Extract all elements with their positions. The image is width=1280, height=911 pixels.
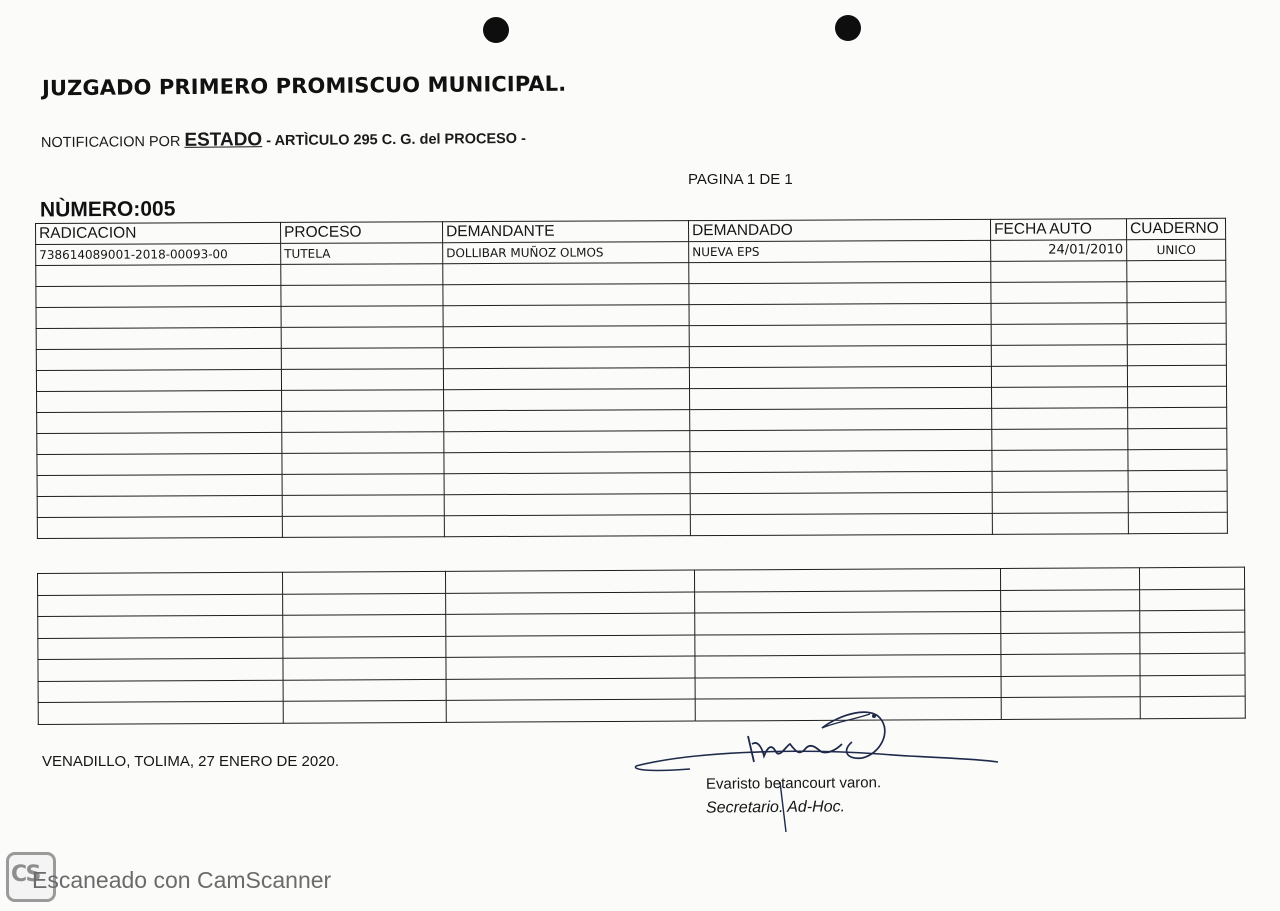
empty-cell	[991, 345, 1127, 367]
empty-cell	[1128, 407, 1227, 428]
empty-cell	[1001, 675, 1140, 697]
notification-type: ESTADO	[184, 129, 263, 151]
cell-proceso: TUTELA	[281, 243, 443, 265]
empty-cell	[1140, 696, 1245, 718]
notification-prefix: NOTIFICACION POR	[40, 133, 181, 152]
cell-demandante: DOLLIBAR MUÑOZ OLMOS	[443, 242, 689, 264]
empty-cell	[443, 347, 689, 369]
empty-cell	[694, 568, 1000, 591]
empty-cell	[443, 368, 689, 390]
empty-cell	[444, 494, 690, 516]
empty-cell	[37, 390, 282, 412]
empty-cell	[689, 303, 991, 325]
court-title: JUZGADO PRIMERO PROMISCUO MUNICIPAL.	[41, 71, 567, 101]
empty-cell	[444, 515, 690, 537]
empty-cell	[446, 656, 695, 679]
column-header-demandante: DEMANDANTE	[442, 221, 688, 243]
empty-table-row	[37, 512, 1227, 538]
empty-cell	[690, 450, 992, 472]
empty-cell	[689, 261, 991, 283]
empty-cell	[1140, 653, 1245, 675]
empty-cell	[36, 369, 281, 391]
empty-cell	[37, 432, 282, 454]
empty-cell	[992, 450, 1128, 472]
empty-cell	[1127, 323, 1226, 344]
estado-number: NÙMERO:005	[39, 197, 176, 222]
empty-cell	[1140, 632, 1245, 654]
empty-cell	[992, 513, 1128, 535]
empty-cell	[689, 282, 991, 304]
empty-cell	[37, 495, 282, 517]
cell-demandado: NUEVA EPS	[689, 240, 991, 262]
empty-cell	[282, 474, 444, 496]
empty-cell	[283, 614, 446, 636]
empty-cell	[1128, 491, 1227, 512]
empty-cell	[446, 635, 695, 658]
empty-cell	[37, 411, 282, 433]
empty-cell	[446, 592, 695, 615]
empty-cell	[689, 345, 991, 367]
empty-cell	[443, 284, 689, 306]
empty-cell	[1001, 697, 1140, 719]
empty-cell	[991, 282, 1127, 304]
empty-cell	[38, 680, 283, 703]
empty-cell	[992, 471, 1128, 493]
page-indicator: PAGINA 1 DE 1	[688, 171, 793, 188]
empty-cell	[1001, 654, 1140, 676]
empty-cell	[37, 474, 282, 496]
empty-cell	[282, 495, 444, 517]
handwritten-signature	[630, 692, 1010, 852]
empty-cell	[1127, 281, 1226, 302]
empty-cell	[282, 571, 445, 593]
empty-cell	[38, 701, 283, 724]
column-header-cuaderno: CUADERNO	[1126, 218, 1225, 239]
empty-cell	[38, 615, 283, 638]
empty-cell	[445, 570, 694, 593]
empty-cell	[36, 264, 281, 286]
empty-cell	[695, 611, 1001, 634]
empty-cell	[283, 679, 446, 701]
empty-cell	[695, 633, 1001, 656]
empty-cell	[37, 453, 282, 475]
empty-cell	[282, 432, 444, 454]
empty-cell	[444, 431, 690, 453]
empty-cell	[443, 326, 689, 348]
camscanner-logo-text: CS	[11, 862, 40, 887]
column-header-fecha-auto: FECHA AUTO	[990, 219, 1126, 241]
column-header-demandado: DEMANDADO	[688, 219, 990, 241]
empty-cell	[38, 572, 283, 595]
empty-cell	[444, 410, 690, 432]
empty-cell	[443, 305, 689, 327]
empty-cell	[281, 348, 443, 370]
empty-cell	[690, 408, 992, 430]
empty-cell	[992, 408, 1128, 430]
empty-cell	[36, 285, 281, 307]
empty-cell	[690, 513, 992, 535]
empty-cell	[689, 366, 991, 388]
empty-cell	[1127, 344, 1226, 365]
empty-cell	[36, 327, 281, 349]
empty-cell	[1140, 610, 1245, 632]
cell-fecha-auto: 24/01/2010	[991, 240, 1127, 262]
column-header-radicacion: RADICACION	[36, 222, 281, 244]
empty-cell	[1140, 675, 1245, 697]
empty-cell	[281, 369, 443, 391]
empty-cell	[283, 593, 446, 615]
empty-cell	[443, 263, 689, 285]
empty-cell	[1127, 260, 1226, 281]
empty-cell	[991, 366, 1127, 388]
empty-cell	[1139, 567, 1244, 589]
empty-cell	[282, 390, 444, 412]
punch-hole	[483, 17, 509, 43]
empty-cell	[37, 516, 282, 538]
empty-cell	[38, 594, 283, 617]
empty-cell	[690, 492, 992, 514]
empty-cell	[690, 387, 992, 409]
notification-article: - ARTÌCULO 295 C. G. del PROCESO -	[266, 130, 526, 150]
empty-cell	[991, 261, 1127, 283]
empty-cell	[1128, 449, 1227, 470]
empty-cell	[689, 324, 991, 346]
empty-cell	[282, 516, 444, 538]
empty-cell	[992, 387, 1128, 409]
notification-table	[35, 218, 1228, 539]
empty-cell	[1128, 428, 1227, 449]
empty-cell	[1127, 365, 1226, 386]
empty-cell	[446, 613, 695, 636]
empty-cell	[36, 306, 281, 328]
empty-cell	[444, 389, 690, 411]
cell-radicacion: 738614089001-2018-00093-00	[36, 243, 281, 265]
empty-cell	[282, 411, 444, 433]
cell-cuaderno: UNICO	[1127, 239, 1226, 260]
empty-cell	[444, 473, 690, 495]
place-and-date: VENADILLO, TOLIMA, 27 ENERO DE 2020.	[42, 753, 340, 770]
scanner-watermark: Escaneado con CamScanner	[32, 867, 332, 893]
punch-hole	[835, 15, 861, 41]
notification-line	[41, 127, 526, 153]
empty-cell	[695, 654, 1001, 677]
empty-cell	[992, 492, 1128, 514]
empty-cell	[1000, 568, 1139, 590]
empty-cell	[283, 636, 446, 658]
empty-cell	[991, 324, 1127, 346]
empty-cell	[991, 303, 1127, 325]
empty-cell	[282, 453, 444, 475]
empty-cell	[695, 590, 1001, 613]
empty-cell	[1128, 470, 1227, 491]
empty-cell	[38, 637, 283, 660]
empty-cell	[690, 429, 992, 451]
empty-cell	[992, 429, 1128, 451]
empty-cell	[1128, 512, 1227, 533]
empty-cell	[281, 327, 443, 349]
empty-cell	[281, 264, 443, 286]
empty-cell	[281, 306, 443, 328]
column-header-proceso: PROCESO	[281, 222, 443, 244]
empty-cell	[444, 452, 690, 474]
empty-cell	[283, 657, 446, 679]
empty-cell	[281, 285, 443, 307]
empty-cell	[283, 700, 446, 722]
empty-cell	[38, 658, 283, 681]
empty-cell	[1001, 611, 1140, 633]
signer-name: Evaristo betancourt varon.	[705, 774, 882, 793]
empty-cell	[690, 471, 992, 493]
empty-cell	[1127, 302, 1226, 323]
signer-role: Secretario. Ad-Hoc.	[705, 798, 846, 817]
empty-cell	[1128, 386, 1227, 407]
empty-cell	[36, 348, 281, 370]
empty-cell	[1001, 589, 1140, 611]
empty-cell	[1140, 589, 1245, 611]
empty-cell	[1001, 632, 1140, 654]
